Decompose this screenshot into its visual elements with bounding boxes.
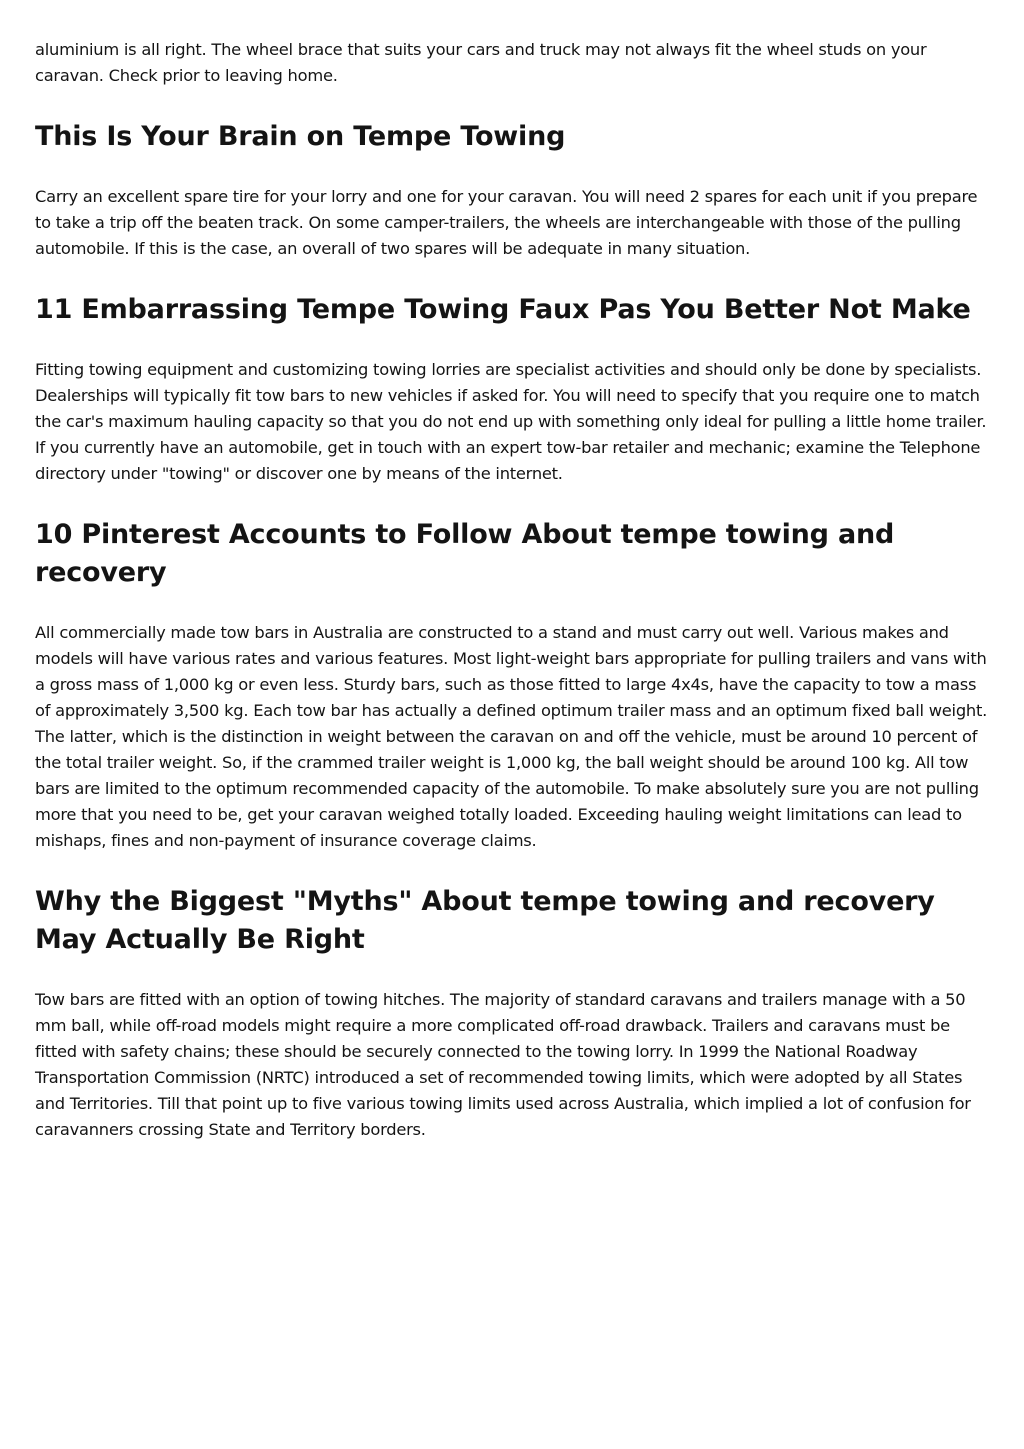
section-paragraph-brain: Carry an excellent spare tire for your lorry and one for your caravan. You will need 2 spares for each unit if you prepare to take a trip off the beaten track. On some camper-trailers, the wheels are interchangeable with those of the pulling automobile. If this is the case, an overall of two spares will be adequate in many situation.: [35, 187, 978, 258]
section-heading-faux-pas: 11 Embarrassing Tempe Towing Faux Pas You Better Not Make: [35, 294, 971, 325]
section-paragraph-myths: Tow bars are fitted with an option of towing hitches. The majority of standard caravans and trailers manage with a 50 mm ball, while off-road models might require a more complicated off-road drawback. Trailers and caravans must be fitted with safety chains; these should be securely connected to the towing lorry. In 1999 the National Roadway Transportation Commission (NRTC) introduced a set of recommended towing limits, which were adopted by all States and Territories. Till that point up to five various towing limits used across Australia, which implied a lot of confusion for caravanners crossing State and Territory borders.: [35, 990, 971, 1139]
section-heading-myths: Why the Biggest "Myths" About tempe towing and recovery May Actually Be Right: [35, 886, 935, 955]
intro-paragraph: aluminium is all right. The wheel brace that suits your cars and truck may not always fit the wheel studs on your caravan. Check prior to leaving home.: [35, 40, 927, 85]
section-heading-brain: This Is Your Brain on Tempe Towing: [35, 121, 566, 152]
section-heading-pinterest: 10 Pinterest Accounts to Follow About tempe towing and recovery: [35, 519, 895, 588]
section-paragraph-pinterest: All commercially made tow bars in Australia are constructed to a stand and must carry out well. Various makes and models will have various rates and various features. Most light-weight bars appropriate for pulling trailers and vans with a gross mass of 1,000 kg or even less. Sturdy bars, such as those fitted to large 4x4s, have the capacity to tow a mass of approximately 3,500 kg. Each tow bar has actually a defined optimum trailer mass and an optimum fixed ball weight. The latter, which is the distinction in weight between the caravan on and off the vehicle, must be around 10 percent of the total trailer weight. So, if the crammed trailer weight is 1,000 kg, the ball weight should be around 100 kg. All tow bars are limited to the optimum recommended capacity of the automobile. To make absolutely sure you are not pulling more that you need to be, get your caravan weighed totally loaded. Exceeding hauling weight limitations can lead to mishaps, fines and non-payment of insurance coverage claims.: [35, 623, 988, 850]
article-page: [35, 37, 995, 1143]
section-paragraph-faux-pas: Fitting towing equipment and customizing towing lorries are specialist activities and should only be done by specialists. Dealerships will typically fit tow bars to new vehicles if asked for. You will need to specify that you require one to match the car's maximum hauling capacity so that you do not end up with something only ideal for pulling a little home trailer. If you currently have an automobile, get in touch with an expert tow-bar retailer and mechanic; examine the Telephone directory under "towing" or discover one by means of the internet.: [35, 360, 987, 483]
